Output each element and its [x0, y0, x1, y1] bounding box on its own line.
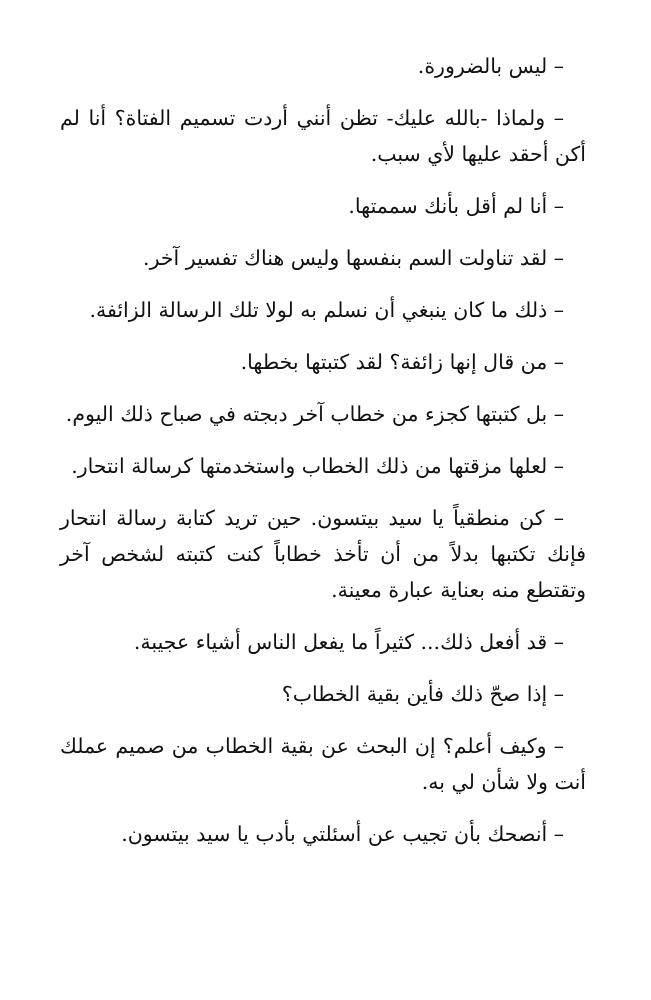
dialogue-paragraph: – ولماذا -بالله عليك- تظن أنني أردت تسميم الفتاة؟ أنا لم أكن أحقد عليها لأي سبب. [60, 106, 586, 166]
dialogue-paragraph: – إذا صحّ ذلك فأين بقية الخطاب؟ [281, 682, 564, 706]
dialogue-paragraph: – قد أفعل ذلك... كثيراً ما يفعل الناس أشياء عجيبة. [133, 630, 564, 654]
dialogue-paragraph: – ليس بالضرورة. [417, 54, 564, 78]
dialogue-paragraph: – لعلها مزقتها من ذلك الخطاب واستخدمتها كرسالة انتحار. [71, 454, 564, 478]
dialogue-paragraph: – أنا لم أقل بأنك سممتها. [348, 194, 564, 218]
dialogue-paragraph: – أنصحك بأن تجيب عن أسئلتي بأدب يا سيد بيتسون. [121, 822, 564, 846]
dialogue-paragraph: – ذلك ما كان ينبغي أن نسلم به لولا تلك الرسالة الزائفة. [89, 298, 564, 322]
dialogue-paragraph: – لقد تناولت السم بنفسها وليس هناك تفسير آخر. [143, 246, 564, 270]
dialogue-paragraph: – بل كتبتها كجزء من خطاب آخر دبجته في صباح ذلك اليوم. [65, 402, 564, 426]
dialogue-paragraph: – كن منطقياً يا سيد بيتسون. حين تريد كتابة رسالة انتحار فإنك تكتبها بدلاً من أن تأخذ خطاباً كنت كتبته لشخص آخر وتقتطع منه بعناية عبارة معينة. [60, 506, 586, 602]
dialogue-paragraph: – وكيف أعلم؟ إن البحث عن بقية الخطاب من صميم عملك أنت ولا شأن لي به. [60, 734, 586, 794]
dialogue-paragraph: – من قال إنها زائفة؟ لقد كتبتها بخطها. [240, 350, 564, 374]
book-page [60, 48, 586, 868]
